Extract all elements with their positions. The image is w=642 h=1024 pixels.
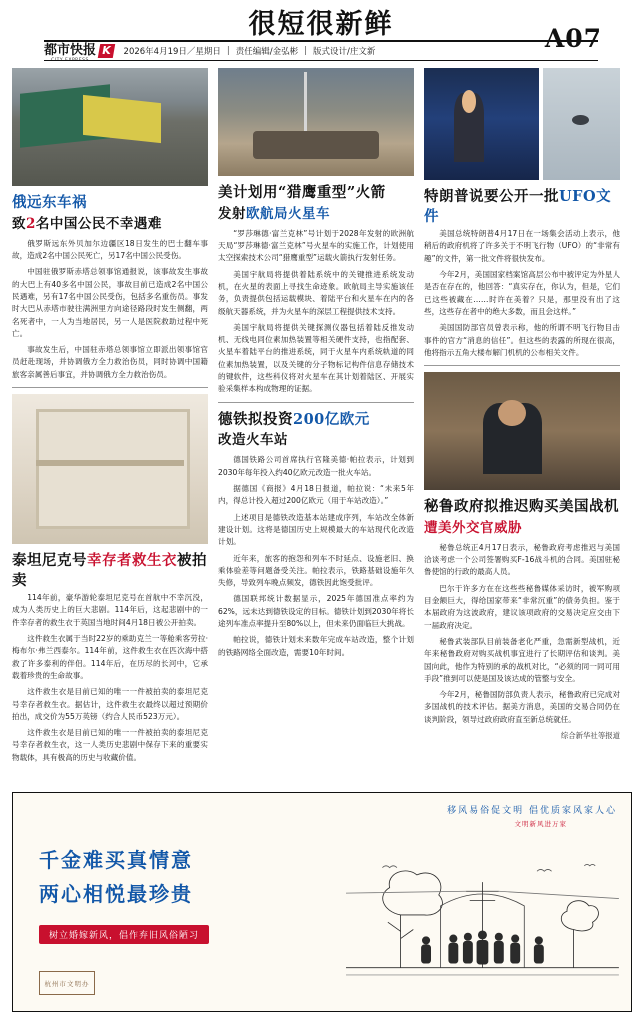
subheadline-peru-threat xyxy=(424,519,620,537)
subheadline-esa-rover xyxy=(218,205,414,223)
paragraph: 114年前，豪华游轮泰坦尼克号在首航中不幸沉没，成为人类历史上的巨大悲剧。114年后，这起悲剧中的一件幸存者的救生衣于英国当地时间4月18日被公开拍卖。 xyxy=(12,593,208,627)
article-source: 综合新华社等报道 xyxy=(560,731,620,741)
masthead-info xyxy=(44,42,598,60)
paragraph: 秘鲁总统正4月17日表示，秘鲁政府考虑推迟与美国洽谈考虑一个公司签署购买F-16战斗机的合同。美国驻秘鲁使馆的行政的最高人员。 xyxy=(424,542,620,577)
subheadline-number: 2 xyxy=(26,215,36,232)
masthead-rule-bottom xyxy=(44,60,598,61)
paragraph: 事故发生后，中国驻赤塔总领事馆立即派出领事馆官员赶赴现场，并协调俄方全力救治伤员，同时协调中国籍旅客亲属善后事宜，并协调俄方全力救治伤员。 xyxy=(12,345,208,379)
photo-train-crash xyxy=(12,68,208,186)
subheadline-post: 名中国公民不幸遇难 xyxy=(35,215,162,232)
headline-titanic-pre: 泰坦尼克号 xyxy=(12,552,87,570)
issue-date: 2026年4月19日／星期日 xyxy=(123,47,221,57)
paragraph: 美国宇航局将提供着陆系统中的关键推进系统发动机，在火星的表面上寻找生命迹象。欧航局主导实施该任务，负责提供包括运载模块、着陆平台和火星车在内的各级航天器系统，并为火星车的深层工程提供技术支持。 xyxy=(218,269,414,316)
subheadline-esa-pre: 发射 xyxy=(218,205,246,222)
subheadline-peru-highlight: 遭美外交官威胁 xyxy=(424,519,522,536)
paper-logo-cn: 都市快报 xyxy=(44,43,97,58)
subheadline-russia-crash xyxy=(12,215,208,233)
paragraph: “罗莎琳德·富兰克林”号计划于2028年发射的欧洲航天局“罗莎琳德·富兰克林”号火星车的实施工作，计划使用太空探索技术公司“猎鹰重型”运载火箭执行发射任务。 xyxy=(218,228,414,263)
subheadline-db-stations xyxy=(218,431,414,449)
photo-peru-official xyxy=(424,372,620,490)
psa-banner-sub: 文明新风进万家 xyxy=(514,820,567,828)
psa-left xyxy=(13,793,334,1011)
paragraph: 秘鲁武装部队目前装备老化严重，急需新型战机，近年来秘鲁政府对购买战机事宜进行了长期评估和谈判。美国向此，他作为特别的承的战机对比，“必须的同一同可用手段”推到可以使是国及该达成的管整与安全。 xyxy=(424,636,620,683)
psa-stamp: 杭州市文明办 xyxy=(39,971,95,995)
headline-db-pre: 德铁拟投资 xyxy=(218,410,293,428)
paragraph: 帕拉说，德铁计划未来数年完成车站改造，整个计划的铁路网络全面改造，需要10年时间。 xyxy=(218,635,414,657)
paragraph: 这件救生衣是目前已知的唯一一件被拍卖的泰坦尼克号幸存者救生衣。据估计，这件救生衣最终以超过预期价拍出，成交价为55万英镑（约合人民币523万元）。 xyxy=(12,687,208,721)
column-divider xyxy=(424,365,620,366)
paragraph: 上述项目是德铁改造基本站建成序列，车站改全体新建设计划。这将是德国历史上规模最大的车站现代化改造计划。 xyxy=(218,512,414,547)
headline-peru-text: 秘鲁政府拟推迟购买美国战机 xyxy=(424,498,619,516)
column-divider xyxy=(12,387,208,388)
paragraph: 这件救生衣是目前已知的唯一一件被拍卖的泰坦尼克号幸存者救生衣，这一人类历史悲剧中保存下来的重要实物载体，具有极高的历史与收藏价值。 xyxy=(12,728,208,762)
headline-titanic-post: 被拍卖 xyxy=(12,552,207,589)
paragraph: 近年来，旅客的抱怨和列车不时延点、设施老旧、换乘体验差等问题备受关注。帕拉表示，铁路基础设施年久失修，导致列车晚点频发，德铁因此饱受批评。 xyxy=(218,553,414,588)
responsible-editor: 责任编辑/金弘彬 xyxy=(235,47,299,57)
psa-title-line1: 千金难买真情意 xyxy=(39,848,193,872)
photo-mars-rover xyxy=(218,68,414,176)
headline-falcon-text: 美计划用“猎鹰重型”火箭 xyxy=(218,184,386,201)
article-columns xyxy=(12,68,630,768)
paragraph: 据德国《商报》4月18日报道，帕拉说：“未来5年内，得总计投入超过200亿欧元（用于车站改造）。” xyxy=(218,484,414,506)
paragraph: 今年2月，美国国家档案馆高层公布中被评定为外星人是否在存在的，他回答：“真实存在，你认为，但是，它们已这些被藏在……时许在美着？只是，那里没有出了这些，这些存在者中的绝大多数，而且会这样。” xyxy=(424,270,620,316)
subheadline-pre: 致 xyxy=(12,215,26,232)
public-service-ad xyxy=(12,792,632,1012)
subheadline-esa-highlight: 欧航局火星车 xyxy=(246,205,330,222)
paragraph: 巴尔于许多方在在这些些秘鲁媒体采访时，被军购项目金额巨大，得给国家带来“非常沉重”的债务负担。鉴于本届政府为这波政府，建议该项政府的交易决定应交由下一届政府决定。 xyxy=(424,583,620,630)
photo-titanic-lifevest xyxy=(12,394,208,544)
masthead-separator-2: | xyxy=(304,46,308,56)
layout-designer: 版式设计/庄文新 xyxy=(313,47,376,57)
headline-russia-crash xyxy=(12,193,208,213)
page-title: 很短很新鲜 xyxy=(248,9,394,40)
column-divider xyxy=(218,402,414,403)
psa-banner: 移风易俗促文明 倡优质家风家人心 xyxy=(447,806,617,816)
paragraph: 这件救生衣属于当时22岁的乘助克兰一等舱乘客劳拉·梅布尔·弗兰西泰尔。114年前，这件救生衣在匹次海中搭救了许多泰利的伴侣。114年后，在历尽的长河中，它承载着珍贵的生命故事。 xyxy=(12,634,208,680)
headline-trump-ufo xyxy=(424,187,620,226)
paragraph: 中国驻俄罗斯赤塔总领事馆通报说，该事故发生事故的大巴上有40多名中国公民，事故目前已造成2名中国公民遇难，另有17名中国公民受伤，包括多名重伤员。事发时大巴从赤塔市驶往满洲里方向途径路段时发生侧翻，两名死者中，一人为当地居民，另一人是医院救助过程中死亡。 xyxy=(12,267,208,338)
psa-tag: 树立婚嫁新风，倡作弃旧风俗陋习 xyxy=(39,925,209,944)
headline-titanic-highlight: 幸存者救生衣 xyxy=(87,552,177,570)
column-3 xyxy=(424,68,620,768)
headline-falcon-heavy xyxy=(218,183,414,203)
photo-trump-speech xyxy=(424,68,539,180)
paragraph: 美国总统特朗普4月17日在一场集会活动上表示，他稍后的政府机将了许多关于不明飞行物（UFO）的“非常有趣”的文件，第一批文件将很快发布。 xyxy=(424,229,620,263)
paper-logo-mark: K xyxy=(98,44,115,58)
headline-peru-jets xyxy=(424,497,620,517)
paragraph: 美国国防部官员曾表示称，他的所谓不明飞行物目击事件的官方“消息的信任”。但这些的表露的所现在很高，他将指示五角大楼布解门机机的公布相关文件。 xyxy=(424,323,620,357)
paragraph: 美国宇航局将提供关键探测仪器包括着陆反推发动机、无线电同位素加热装置等相关硬件支持，也指配套、火星车着陆平台的推进系统，同于火星车内系统轨道的同位素加热装置，以及关键的分子物标记构件信息存储技术的键软件，这些科仪将对火星车在其计划着陆区、开展实验采集样本构成物理的证据。 xyxy=(218,322,414,394)
masthead-separator-1: | xyxy=(226,46,230,56)
headline-db-amount: 200亿欧元 xyxy=(293,410,370,428)
psa-illustration xyxy=(346,841,619,998)
photo-ufo-object xyxy=(543,68,620,180)
page-number: A07 xyxy=(544,24,602,53)
psa-right xyxy=(334,793,631,1011)
paragraph: 德国联邦统计数据显示，2025年德国准点率约为62%，远未达到德铁设定的目标。德铁计划到2030年将长途列车准点率提升至80%以上，但未来仍面临巨大挑战。 xyxy=(218,594,414,628)
paragraph: 俄罗斯远东外贝加尔边疆区18日发生的巴士翻车事故，造成2名中国公民死亡，另17名中国公民受伤。 xyxy=(12,238,208,261)
subheadline-db-text: 改造火车站 xyxy=(218,432,288,449)
paragraph: 今年2月，秘鲁国防部负责人表示，秘鲁政府已完成对多国战机的技术评估。据美方消息，美国的交易合同仍在谈判阶段，领导过政府政府直至新总统就任。 xyxy=(424,690,620,724)
headline-titanic-lifevest xyxy=(12,551,208,590)
headline-russia-crash-text: 俄远东车祸 xyxy=(12,194,87,211)
psa-title-line2: 两心相悦最珍贵 xyxy=(39,882,193,906)
headline-db-invest xyxy=(218,410,414,430)
masthead xyxy=(0,0,642,64)
headline-trump-pre: 特朗普说要公开一批 xyxy=(424,188,559,205)
headline-trump-highlight: UFO文件 xyxy=(424,188,612,225)
column-1 xyxy=(12,68,208,768)
paragraph: 德国铁路公司首席执行官隆美德·帕拉表示，计划到2030年每年投入约40亿欧元改造一批火车站。 xyxy=(218,455,414,477)
column-2 xyxy=(218,68,414,768)
